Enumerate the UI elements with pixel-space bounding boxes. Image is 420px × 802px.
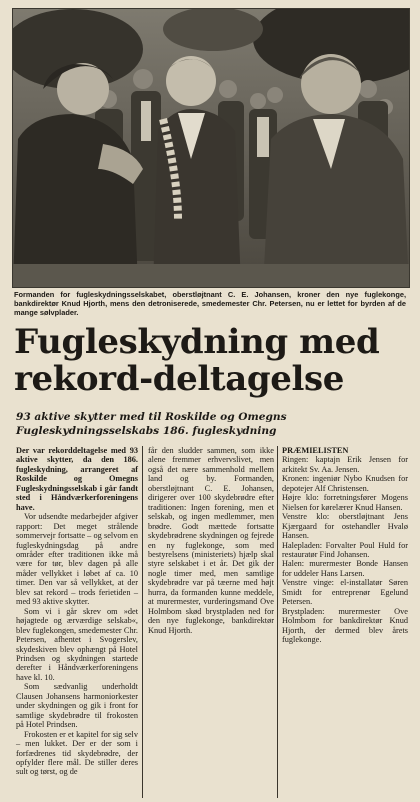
article-paragraph: Som sædvanlig underholdt Clausen Johansens harmoniorkester under skydningen og gik i front for samtlige skydebrødre til frokosten på Hotel Prindsen. — [16, 682, 138, 730]
headline — [14, 324, 406, 398]
prize-list-title: PRÆMIELISTEN — [282, 446, 349, 455]
article-paragraph: Som vi i går skrev om »det højagtede og ærværdige selskab«, blev fuglekongen, smedemester Chr. Petersen, afhentet i Svogerslev, skydeskiven blev ophængt på Hotel Prindsen og skydningen startede derefter i Håndværkerforeningens have kl. 10. — [16, 606, 138, 682]
photo-caption: Formanden for fugleskydningsselskabet, oberstløjtnant C. E. Johansen, kroner den nye fuglekonge, bankdirektør Knud Hjorth, mens den detroniserede, smedemester Chr. Petersen, nu er lettet for byrden af de mange sølvplader. — [14, 290, 406, 317]
prize-list-item: Halen: murermester Bonde Hansen for uddeler Hans Larsen. — [282, 559, 408, 578]
prize-list-item: Højre klo: forretningsfører Mogens Nielsen for kørelærer Knud Hansen. — [282, 493, 408, 512]
article-paragraph: får den sludder sammen, som ikke alene fremmer erhvervslivet, men også det nære sammenhold mellem land og by. Formanden, oberstløjtnant C. E. Johansen, dirigerer over 100 skydebrødre efter traditionen: Ingen forening, men et selskab, og ingen medlemmer, men brødre. Godt mættede fortsatte skydebrødrene skydningen og fejrede en ny fuglekonge, som med bestyrelsens (ministeriets) hjælp skal styre selskabet i et år. Det gik der nogle timer med, men samtlige skydebrødre var på tæerne med højt hurra, da formanden kunne meddele, at murermester, vurderingsmand Ove Holmbom skød brystpladen ned for den nye fuglekonge, bankdirektør Knud Hjorth. — [148, 446, 274, 635]
news-photo — [12, 8, 410, 288]
headline-line-2: rekord-deltagelse — [14, 359, 344, 399]
article-lead: Der var rekorddeltagelse med 93 aktive skytter, da den 186. fugleskydning, arrangeret af Roskilde og Omegns Fugleskydningsselskab i går fandt sted i Håndværkerforeningens have. — [16, 446, 138, 512]
prize-list-item: Venstre vinge: el-installatør Søren Smidt for entreprenør Egelund Petersen. — [282, 578, 408, 607]
prize-list-item: Halepladen: Forvalter Poul Huld for restauratør Find Johansen. — [282, 540, 408, 559]
photo-illustration — [13, 9, 409, 287]
article-column-1 — [16, 446, 138, 777]
article-paragraph: Frokosten er et kapitel for sig selv – men lukket. Der er der som i forfædrenes tid skydebrødre, der opfylder flere mål. De stiller deres sult og tørst, og de — [16, 729, 138, 777]
prize-list-item: Ringen: kaptajn Erik Jensen for arkitekt Sv. Aa. Jensen. — [282, 455, 408, 474]
article-paragraph: Vor udsendte medarbejder afgiver rapport: Det meget strålende sommervejr fortsatte – og selvom en fugleskydningsdag på andre områder efter traditionen ikke må være for tør, blev dagen på alle måder vellykket i løbet af ca. 10 timer. Den var så vellykket, at der blev sat rekord – trods ferietiden – med 93 aktive skytter. — [16, 512, 138, 607]
column-divider — [142, 446, 143, 798]
prize-list-item: Kronen: ingeniør Nybo Knudsen for depotejer Alf Christensen. — [282, 474, 408, 493]
prize-list-item: Venstre klo: oberstløjtnant Jens Kjærgaard for ostehandler Hvalø Hansen. — [282, 512, 408, 541]
headline-line-1: Fugleskydning med — [14, 322, 380, 362]
subheadline: 93 aktive skytter med til Roskilde og Omegns Fugleskydningsselskabs 186. fugleskydning — [16, 411, 287, 437]
prize-list — [282, 446, 408, 645]
column-divider — [277, 446, 278, 798]
prize-list-item: Brystpladen: murermester Ove Holmbom for bankdirektør Knud Hjorth, der dermed blev årets fuglekonge. — [282, 606, 408, 645]
article-column-2 — [148, 446, 274, 635]
